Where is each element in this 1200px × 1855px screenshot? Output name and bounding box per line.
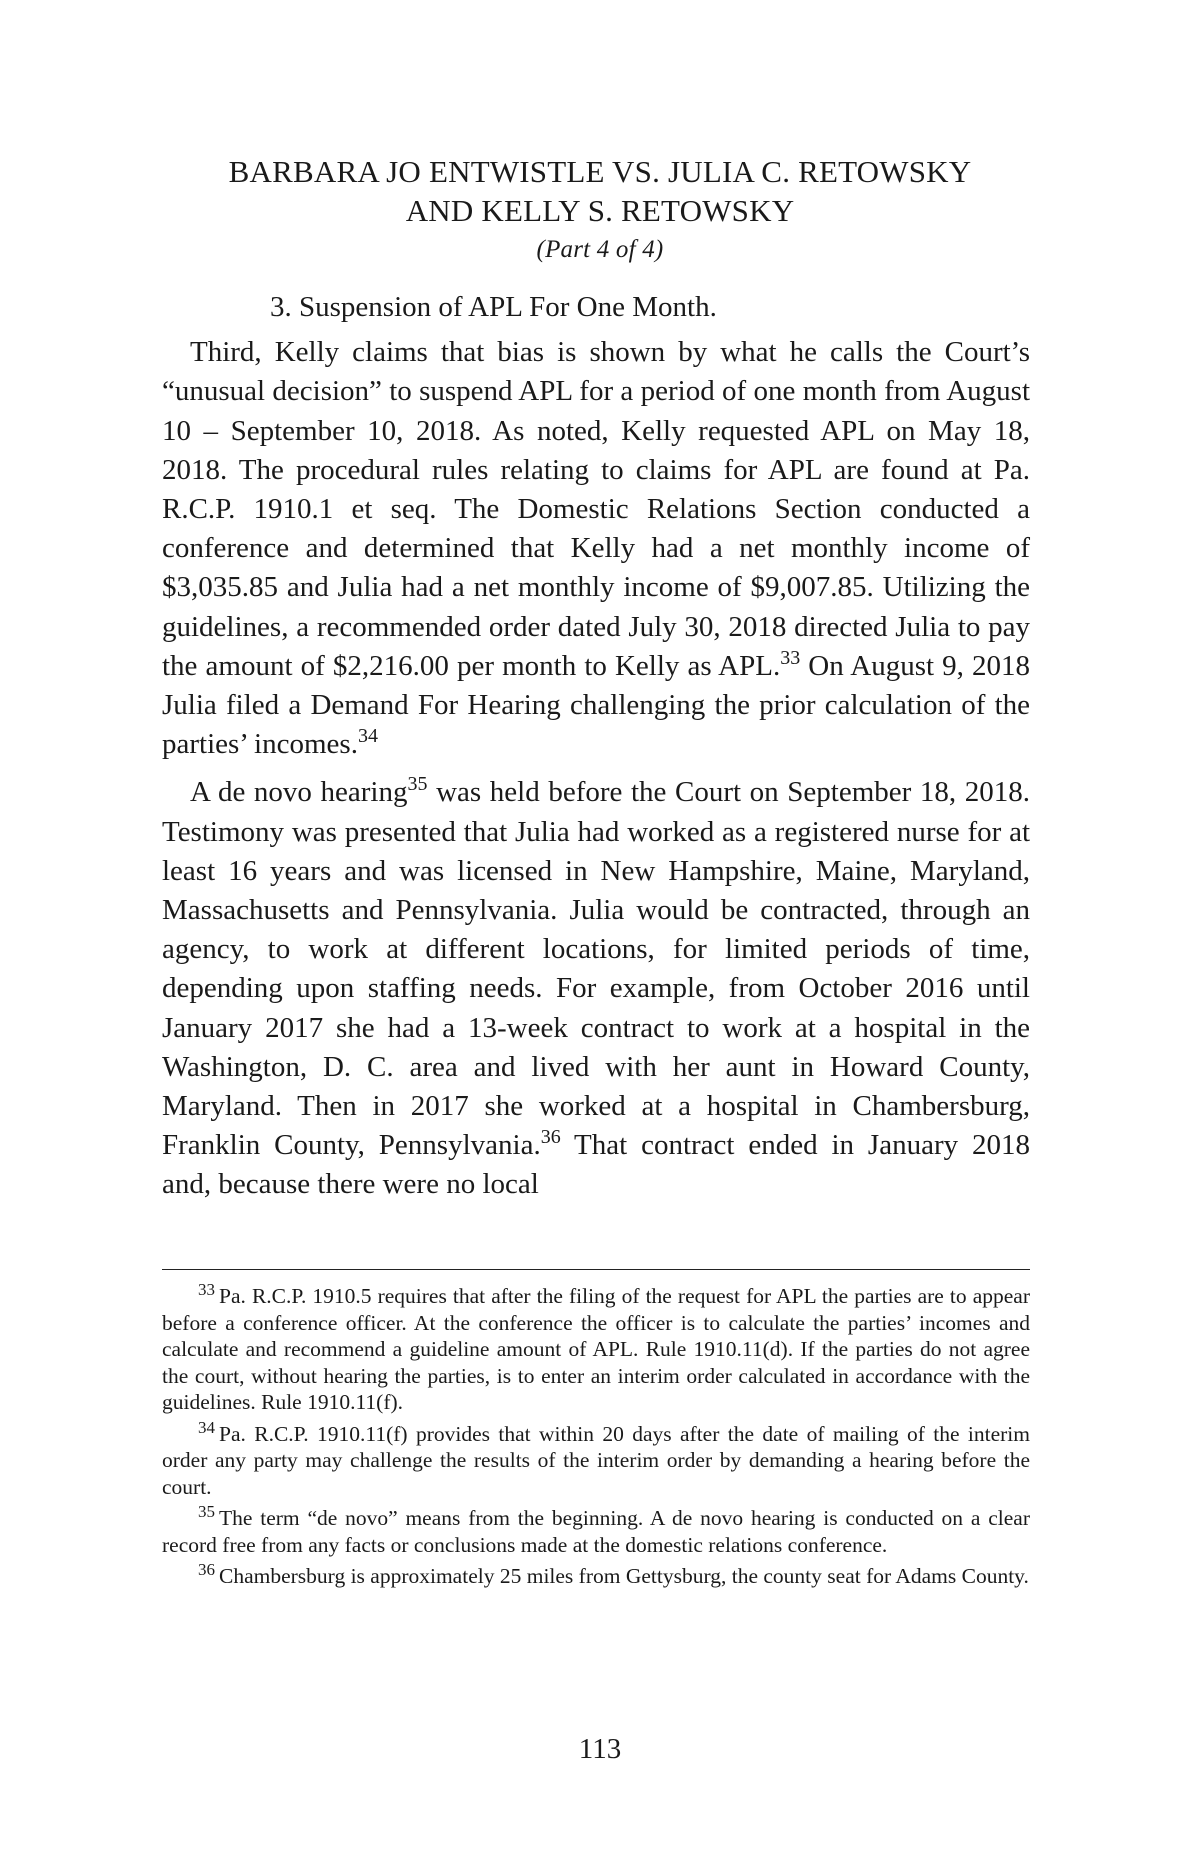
paragraph-2 xyxy=(162,773,1030,1204)
footnote-number: 33 xyxy=(198,1280,215,1299)
paragraph-1 xyxy=(162,333,1030,764)
case-title-line-1: BARBARA JO ENTWISTLE VS. JULIA C. RETOWSKY xyxy=(228,154,972,189)
footnotes xyxy=(162,1280,1030,1595)
footnote-text: Pa. R.C.P. 1910.11(f) provides that within 20 days after the date of mailing of the interim order any party may challenge the results of the interim order by demanding a hearing before the court. xyxy=(162,1421,1030,1499)
footnote-33 xyxy=(162,1280,1030,1416)
paragraph-1-text-b: On August 9, 2018 Julia filed a Demand For Hearing challenging the prior calculation of the parties’ incomes. xyxy=(162,649,1030,761)
footnote-number: 35 xyxy=(198,1502,215,1521)
case-title-line-2: AND KELLY S. RETOWSKY xyxy=(405,193,795,228)
footnote-number: 36 xyxy=(198,1560,215,1579)
paragraph-1-text-a: Third, Kelly claims that bias is shown by what he calls the Court’s “unusual decision” to suspend APL for a period of one month from August 10 – September 10, 2018. As noted, Kelly requested APL on May 18, 2018. The procedural rules relating to claims for APL are found at Pa. R.C.P. 1910.1 et seq. The Domestic Relations Section conducted a conference and determined that Kelly had a net monthly income of $3,035.85 and Julia had a net monthly income of $9,007.85. Utilizing the guidelines, a recommended order dated July 30, 2018 directed Julia to pay the amount of $2,216.00 per month to Kelly as APL. xyxy=(162,336,1030,682)
footnote-ref-34[interactable]: 34 xyxy=(357,725,378,748)
footnote-ref-33[interactable]: 33 xyxy=(780,646,801,669)
footnote-text: Chambersburg is approximately 25 miles from Gettysburg, the county seat for Adams County. xyxy=(219,1564,1029,1588)
footnote-ref-36[interactable]: 36 xyxy=(540,1126,561,1149)
paragraph-2-text-b: was held before the Court on September 18, 2018. Testimony was presented that Julia had worked as a registered nurse for at least 16 years and was licensed in New Hampshire, Maine, Maryland, Massachusetts and Pennsylvania. Julia would be contracted, through an agency, to work at different locations, for limited periods of time, depending upon staffing needs. For example, from October 2016 until January 2017 she had a 13-week contract to work at a hospital in the Washington, D. C. area and lived with her aunt in Howard County, Maryland. Then in 2017 she worked at a hospital in Chambersburg, Franklin County, Pennsylvania. xyxy=(162,776,1030,1162)
footnote-ref-35[interactable]: 35 xyxy=(407,773,428,796)
footnote-35 xyxy=(162,1502,1030,1558)
footnote-34 xyxy=(162,1417,1030,1501)
footnote-text: Pa. R.C.P. 1910.5 requires that after the filing of the request for APL the parties are to appear before a conference officer. At the conference the officer is to calculate the parties’ incomes and calculate and recommend a guideline amount of APL. Rule 1910.11(d). If the parties do not agree the court, without hearing the parties, is to enter an interim order calculated in accordance with the guidelines. Rule 1910.11(f). xyxy=(162,1284,1030,1414)
case-header xyxy=(140,152,1060,266)
part-label: (Part 4 of 4) xyxy=(536,236,664,263)
paragraph-2-text-a: A de novo hearing xyxy=(190,776,408,809)
footnote-text: The term “de novo” means from the beginning. A de novo hearing is conducted on a clear record free from any facts or conclusions made at the domestic relations conference. xyxy=(162,1506,1030,1557)
body-text xyxy=(162,288,1030,1205)
footnote-number: 34 xyxy=(198,1417,215,1437)
page-number: 113 xyxy=(578,1733,622,1765)
footnote-36 xyxy=(162,1560,1030,1590)
section-subheading: 3. Suspension of APL For One Month. xyxy=(270,291,717,323)
footnote-divider xyxy=(162,1269,1030,1270)
paragraph-2-text-c: That contract ended in January 2018 and, because there were no local xyxy=(162,1129,1030,1201)
